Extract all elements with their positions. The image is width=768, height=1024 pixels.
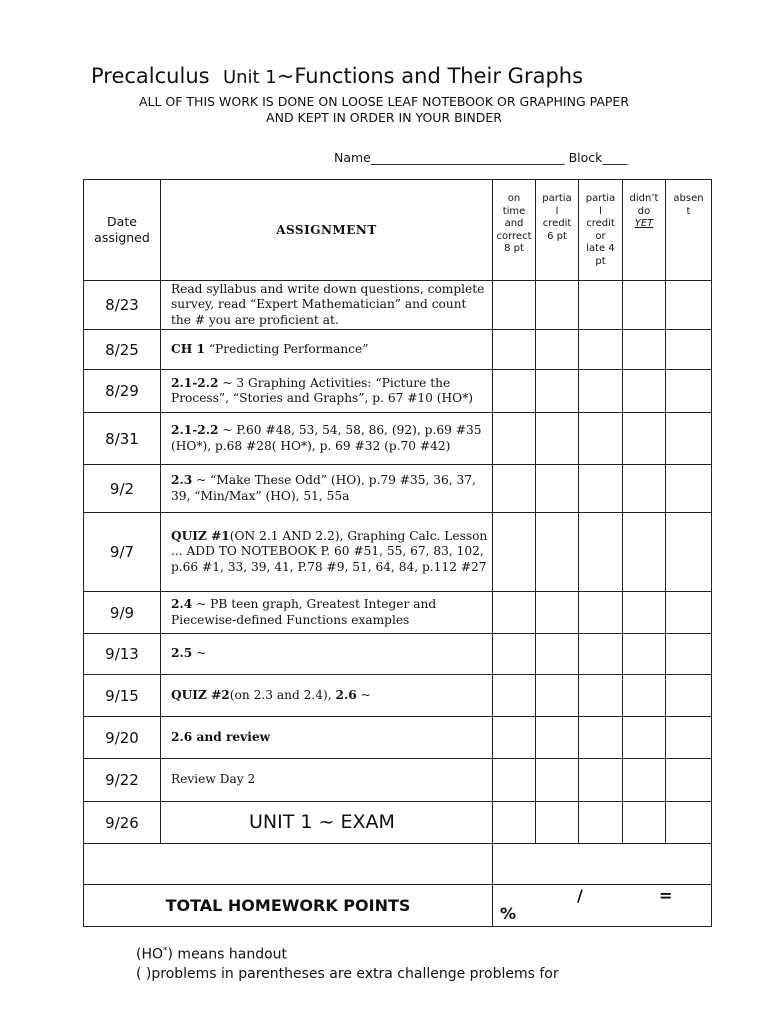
- cell-partial-6[interactable]: [536, 592, 579, 634]
- assignment-section: QUIZ #1: [171, 528, 230, 543]
- row-date: 8/29: [84, 370, 161, 413]
- cell-absent[interactable]: [666, 465, 712, 513]
- table-row: [84, 759, 712, 802]
- row-date: 8/23: [84, 281, 161, 330]
- assignment-text: ~ PB teen graph, Greatest Integer and Piecewise-defined Functions examples: [171, 597, 437, 627]
- cell-partial-6[interactable]: [536, 634, 579, 675]
- table-row: [84, 370, 712, 413]
- cell-on-time[interactable]: [493, 759, 536, 802]
- header-on-time: on time and correct 8 pt: [493, 180, 536, 281]
- cell-partial-6[interactable]: [536, 717, 579, 759]
- header-assignment: ASSIGNMENT: [161, 180, 493, 281]
- cell-absent[interactable]: [666, 413, 712, 465]
- cell-absent[interactable]: [666, 634, 712, 675]
- cell-partial-4[interactable]: [579, 675, 623, 717]
- cell-didnt-do[interactable]: [623, 675, 666, 717]
- table-row: [84, 465, 712, 513]
- cell-absent[interactable]: [666, 717, 712, 759]
- cell-didnt-do[interactable]: [623, 513, 666, 592]
- cell-partial-6[interactable]: [536, 330, 579, 370]
- row-assignment: [161, 513, 493, 592]
- assignment-section: 2.1-2.2: [171, 423, 219, 437]
- header-absent: absen t: [666, 180, 712, 281]
- cell-on-time[interactable]: [493, 465, 536, 513]
- table-row: [84, 802, 712, 844]
- table-row: [84, 513, 712, 592]
- total-row: [84, 885, 712, 927]
- assignment-section: QUIZ #2: [171, 687, 230, 702]
- blank-cell-left: [84, 844, 493, 885]
- cell-absent[interactable]: [666, 370, 712, 413]
- cell-didnt-do[interactable]: [623, 802, 666, 844]
- row-assignment: [161, 281, 493, 330]
- cell-absent[interactable]: [666, 281, 712, 330]
- total-slash: /: [577, 886, 583, 905]
- cell-on-time[interactable]: [493, 413, 536, 465]
- assignment-section: 2.5: [171, 646, 193, 661]
- cell-on-time[interactable]: [493, 717, 536, 759]
- row-assignment: [161, 330, 493, 370]
- cell-partial-4[interactable]: [579, 465, 623, 513]
- assignment-section: CH 1: [171, 341, 205, 356]
- header-partial-4: partia l credit or late 4 pt: [579, 180, 623, 281]
- cell-absent[interactable]: [666, 759, 712, 802]
- row-assignment: [161, 759, 493, 802]
- legend-handout: (HO*) means handout: [136, 946, 288, 963]
- cell-absent[interactable]: [666, 330, 712, 370]
- row-assignment: [161, 465, 493, 513]
- cell-partial-4[interactable]: [579, 802, 623, 844]
- blank-row: [84, 844, 712, 885]
- row-date: 9/26: [84, 802, 161, 844]
- cell-partial-6[interactable]: [536, 465, 579, 513]
- cell-on-time[interactable]: [493, 513, 536, 592]
- subtitle-line-1: ALL OF THIS WORK IS DONE ON LOOSE LEAF NOTEBOOK OR GRAPHING PAPER: [138, 94, 630, 109]
- row-assignment: [161, 413, 493, 465]
- cell-on-time[interactable]: [493, 592, 536, 634]
- assignment-table: [83, 179, 712, 927]
- row-date: 9/22: [84, 759, 161, 802]
- cell-absent[interactable]: [666, 513, 712, 592]
- blank-cell-right: [493, 844, 712, 885]
- cell-partial-6[interactable]: [536, 370, 579, 413]
- header-date: Date assigned: [84, 180, 161, 281]
- row-assignment: [161, 717, 493, 759]
- assignment-text: ~: [356, 687, 371, 702]
- row-assignment: [161, 675, 493, 717]
- table-row: [84, 675, 712, 717]
- table-row: [84, 330, 712, 370]
- page-title: Precalculus Unit 1~Functions and Their Graphs: [91, 64, 584, 88]
- cell-absent[interactable]: [666, 802, 712, 844]
- row-assignment: [161, 634, 493, 675]
- cell-partial-4[interactable]: [579, 592, 623, 634]
- assignment-section: 2.1-2.2: [171, 375, 219, 390]
- assignment-text: ~ “Make These Odd” (HO), p.79 #35, 36, 37, 39, “Min/Max” (HO), 51, 55a: [171, 473, 476, 503]
- cell-didnt-do[interactable]: [623, 717, 666, 759]
- cell-partial-6[interactable]: [536, 513, 579, 592]
- assignment-text: Review Day 2: [171, 772, 256, 787]
- assignment-text: (ON 2.1 AND 2.2), Graphing Calc. Lesson ... ADD TO NOTEBOOK P. 60 #51, 55, 67, 83, 102, p.66 #1, 33, 39, 41, P.78 #9, 51, 64, 84, p.112 #27: [171, 528, 488, 574]
- table-header-row: [84, 180, 712, 281]
- cell-partial-4[interactable]: [579, 513, 623, 592]
- cell-absent[interactable]: [666, 675, 712, 717]
- row-date: 9/13: [84, 634, 161, 675]
- cell-partial-4[interactable]: [579, 413, 623, 465]
- table-row: [84, 281, 712, 330]
- name-block-field[interactable]: Name_______________________________ Block____: [334, 150, 628, 165]
- total-homework-label: TOTAL HOMEWORK POINTS: [84, 885, 493, 927]
- table-row: [84, 717, 712, 759]
- row-date: 9/15: [84, 675, 161, 717]
- cell-partial-6[interactable]: [536, 281, 579, 330]
- row-assignment: [161, 802, 493, 844]
- total-percent: %: [500, 904, 517, 923]
- total-equals: =: [659, 886, 673, 905]
- row-assignment: [161, 592, 493, 634]
- assignment-text: ~ 3 Graphing Activities: “Picture the Process”, “Stories and Graphs”, p. 67 #10 (HO*): [171, 375, 474, 405]
- row-date: 9/20: [84, 717, 161, 759]
- table-row: [84, 413, 712, 465]
- header-partial-6: partia l credit 6 pt: [536, 180, 579, 281]
- cell-didnt-do[interactable]: [623, 465, 666, 513]
- cell-partial-4[interactable]: [579, 330, 623, 370]
- cell-on-time[interactable]: [493, 330, 536, 370]
- assignment-section: 2.4: [171, 597, 193, 611]
- cell-didnt-do[interactable]: [623, 592, 666, 634]
- assignment-text: “Predicting Performance”: [204, 341, 369, 356]
- assignment-section: 2.3: [171, 473, 193, 487]
- cell-didnt-do[interactable]: [623, 281, 666, 330]
- total-points-cell[interactable]: [493, 885, 712, 927]
- cell-on-time[interactable]: [493, 802, 536, 844]
- cell-partial-4[interactable]: [579, 717, 623, 759]
- subtitle-line-2: AND KEPT IN ORDER IN YOUR BINDER: [266, 110, 502, 125]
- assignment-text: ~ P.60 #48, 53, 54, 58, 86, (92), p.69 #35 (HO*), p.68 #28( HO*), p. 69 #32 (p.70 #42): [171, 423, 482, 453]
- cell-partial-4[interactable]: [579, 281, 623, 330]
- cell-on-time[interactable]: [493, 370, 536, 413]
- cell-partial-6[interactable]: [536, 759, 579, 802]
- assignment-text: Read syllabus and write down questions, complete survey, read “Expert Mathematician” and count the # you are proficient at.: [171, 281, 485, 327]
- cell-partial-4[interactable]: [579, 370, 623, 413]
- row-date: 9/9: [84, 592, 161, 634]
- row-assignment: [161, 370, 493, 413]
- assignment-section: 2.6: [335, 687, 357, 702]
- row-date: 8/31: [84, 413, 161, 465]
- assignment-text: (on 2.3 and 2.4),: [229, 687, 336, 702]
- cell-partial-4[interactable]: [579, 759, 623, 802]
- cell-didnt-do[interactable]: [623, 370, 666, 413]
- cell-on-time[interactable]: [493, 675, 536, 717]
- cell-didnt-do[interactable]: [623, 759, 666, 802]
- subtitle: [0, 94, 768, 126]
- row-date: 8/25: [84, 330, 161, 370]
- legend-parentheses: ( )problems in parentheses are extra challenge problems for: [136, 966, 559, 982]
- cell-on-time[interactable]: [493, 634, 536, 675]
- assignment-section: 2.6 and review: [171, 729, 271, 744]
- cell-on-time[interactable]: [493, 281, 536, 330]
- cell-didnt-do[interactable]: [623, 634, 666, 675]
- cell-didnt-do[interactable]: [623, 413, 666, 465]
- cell-partial-4[interactable]: [579, 634, 623, 675]
- cell-absent[interactable]: [666, 592, 712, 634]
- assignment-text: ~: [192, 646, 207, 661]
- row-date: 9/2: [84, 465, 161, 513]
- cell-partial-6[interactable]: [536, 675, 579, 717]
- header-didnt-do: didn’t do YET: [623, 180, 666, 281]
- assignment-text: UNIT 1 ~ EXAM: [249, 810, 395, 833]
- table-row: [84, 634, 712, 675]
- row-date: 9/7: [84, 513, 161, 592]
- cell-partial-6[interactable]: [536, 413, 579, 465]
- cell-didnt-do[interactable]: [623, 330, 666, 370]
- cell-partial-6[interactable]: [536, 802, 579, 844]
- table-row: [84, 592, 712, 634]
